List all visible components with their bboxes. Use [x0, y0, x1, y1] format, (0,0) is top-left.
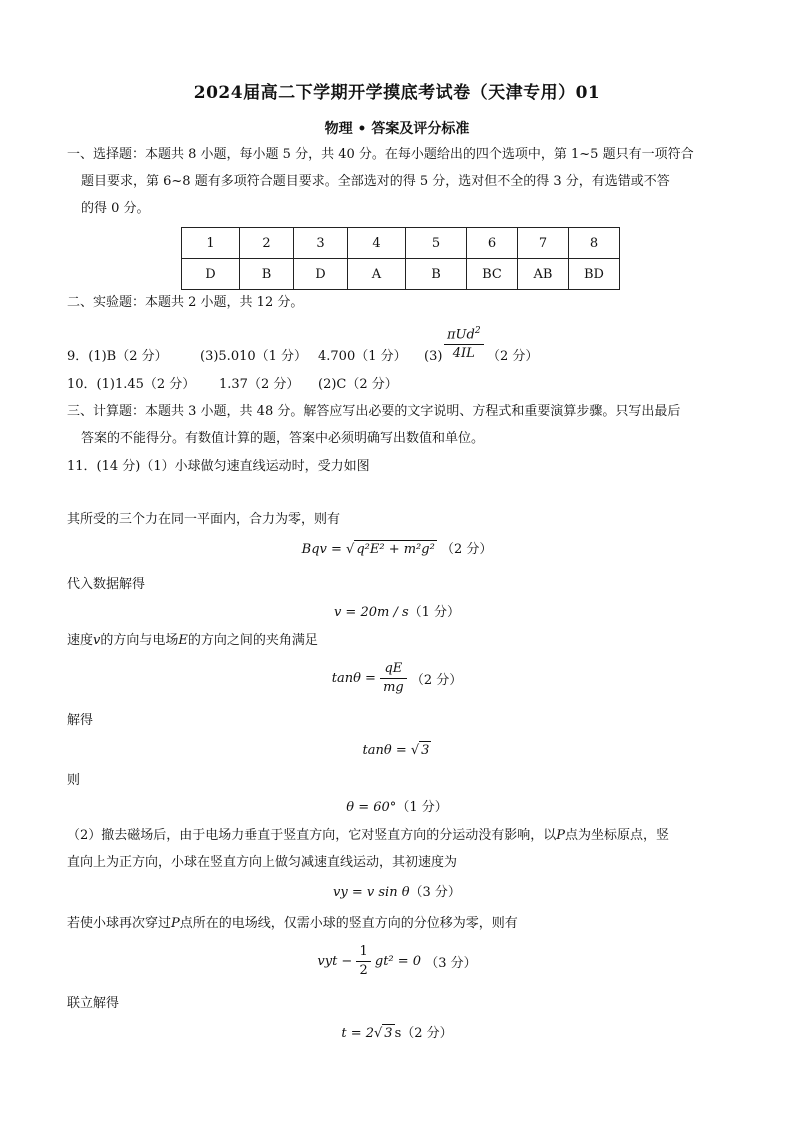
- q11-eq4-lhs: tanθ =: [362, 743, 407, 758]
- table-cell-answer: D: [182, 259, 240, 290]
- q10-part3: (2)C（2 分）: [318, 377, 398, 392]
- q9-frac-denominator: 4IL: [452, 346, 475, 362]
- q11-eq6-expr: vy = v sin θ: [333, 885, 410, 900]
- q11-text3: [67, 631, 318, 651]
- q9-part1: 9．(1)B（2 分）: [67, 349, 168, 364]
- answer-table-number-row: [182, 228, 620, 259]
- q11-eq7-score: （3 分）: [425, 956, 477, 971]
- q11-text4: 解得: [67, 713, 94, 728]
- table-cell-answer: BC: [467, 259, 518, 290]
- q11-eq1-radicand: q²E² + m²g²: [356, 542, 435, 557]
- q11-eq2: [0, 603, 794, 623]
- q11-eq3-score: （2 分）: [410, 673, 463, 688]
- table-cell-number: 7: [518, 228, 569, 259]
- q10-part2: 1.37（2 分）: [219, 377, 300, 392]
- q11-text6: [67, 914, 518, 934]
- q11-text3-e: E: [178, 633, 188, 648]
- section2-heading: 二、实验题：本题共 2 小题，共 12 分。: [67, 295, 304, 310]
- section1-line3: 的得 0 分。: [81, 201, 150, 216]
- table-cell-number: 8: [569, 228, 620, 259]
- q11-eq4-radicand: 3: [421, 743, 430, 758]
- q11-text2: 代入数据解得: [67, 577, 146, 592]
- q11-text3-v: v: [93, 633, 101, 648]
- q11-eq7-numerator: 1: [356, 943, 370, 962]
- section1-line2: 题目要求，第 6~8 题有多项符合题目要求。全部选对的得 5 分，选对但不全的得 3 分，有选错或不答: [81, 174, 670, 189]
- q11-text3-c: 的方向之间的夹角满足: [187, 633, 318, 648]
- q11-eq3-numerator: qE: [380, 660, 407, 679]
- q11-eq7-b: gt² = 0: [374, 954, 422, 969]
- q11-eq8-radicand: 3: [384, 1026, 393, 1041]
- table-cell-answer: AB: [518, 259, 569, 290]
- table-cell-answer: A: [348, 259, 406, 290]
- q11-text6-b: 点所在的电场线，仅需小球的竖直方向的分位移为零，则有: [179, 916, 518, 931]
- table-cell-number: 1: [182, 228, 240, 259]
- q11-text3-b: 的方向与电场: [100, 633, 179, 648]
- q9-part3: 4.700（1 分）: [318, 349, 407, 364]
- q11-eq3: [0, 660, 794, 697]
- q9-part2: (3)5.010（1 分）: [200, 349, 308, 364]
- section1-line1: 一、选择题：本题共 8 小题，每小题 5 分，共 40 分。在每小题给出的四个选项中，第 1~5 题只有一项符合: [67, 147, 694, 162]
- q11-part2-line1: [67, 826, 669, 846]
- table-cell-answer: B: [240, 259, 294, 290]
- table-cell-number: 2: [240, 228, 294, 259]
- sqrt-icon: √: [374, 1026, 383, 1041]
- q11-eq8-score: （2 分）: [401, 1026, 453, 1041]
- q11-intro: 11．(14 分)（1）小球做匀速直线运动时，受力如图: [67, 459, 370, 474]
- q11-eq8-unit: s: [394, 1026, 402, 1041]
- table-cell-number: 4: [348, 228, 406, 259]
- page-subtitle: 物理 • 答案及评分标准: [324, 121, 470, 137]
- table-cell-answer: D: [294, 259, 348, 290]
- q11-eq1-score: （2 分）: [440, 542, 493, 557]
- sqrt-icon: √: [410, 743, 420, 758]
- q9-part4-label: (3): [424, 349, 443, 364]
- page-title: 2024届高二下学期开学摸底考试卷（天津专用）01: [193, 83, 601, 103]
- q11-text5: 则: [67, 773, 81, 788]
- q11-eq5-expr: θ = 60°: [346, 800, 397, 815]
- q11-eq5: [0, 798, 794, 818]
- q11-part2-line1-b: 点为坐标原点，竖: [565, 828, 670, 843]
- q11-eq2-score: （1 分）: [408, 605, 461, 620]
- q11-eq2-expr: v = 20m / s: [333, 605, 409, 620]
- q10-part1: 10．(1)1.45（2 分）: [67, 377, 196, 392]
- answer-table-answer-row: [182, 259, 620, 290]
- sqrt-icon: √: [346, 542, 355, 557]
- q11-eq1: [0, 540, 794, 560]
- table-cell-answer: B: [406, 259, 467, 290]
- q11-part2-line1-p: P: [556, 828, 566, 843]
- q11-eq3-denominator: mg: [383, 680, 404, 695]
- q11-text6-p: P: [171, 916, 180, 931]
- q11-text3-a: 速度: [67, 633, 94, 648]
- q11-eq8-a: t = 2: [341, 1026, 374, 1041]
- table-cell-number: 3: [294, 228, 348, 259]
- section3-line1: 三、计算题：本题共 3 小题，共 48 分。解答应写出必要的文字说明、方程式和重要演算步骤。只写出最后: [67, 404, 681, 419]
- table-cell-answer: BD: [569, 259, 620, 290]
- table-cell-number: 6: [467, 228, 518, 259]
- q11-part2-line1-a: （2）撤去磁场后，由于电场力垂直于竖直方向，它对竖直方向的分运动没有影响，以: [67, 828, 557, 843]
- answer-table: [181, 227, 620, 290]
- q9-frac-numerator-exponent: 2: [474, 326, 481, 336]
- q11-eq4: [0, 741, 794, 761]
- q11-eq7-a: vyt −: [317, 954, 353, 969]
- q9-fraction: [444, 322, 484, 363]
- q11-eq6-score: （3 分）: [409, 885, 461, 900]
- q11-text7: 联立解得: [67, 996, 120, 1011]
- table-cell-number: 5: [406, 228, 467, 259]
- q11-eq7-denominator: 2: [359, 963, 368, 978]
- q11-eq8: [0, 1024, 794, 1044]
- q11-eq5-score: （1 分）: [396, 800, 448, 815]
- q9-score: （2 分）: [487, 349, 539, 364]
- q11-eq6: [0, 883, 794, 903]
- q11-eq1-lhs: Bqv =: [301, 542, 342, 557]
- q11-text1: 其所受的三个力在同一平面内，合力为零，则有: [67, 512, 341, 527]
- section3-line2: 答案的不能得分。有数值计算的题，答案中必须明确写出数值和单位。: [81, 431, 485, 446]
- q11-eq7: [0, 943, 794, 980]
- q11-part2-line2: 直向上为正方向，小球在竖直方向上做匀减速直线运动，其初速度为: [67, 855, 458, 870]
- q11-text6-a: 若使小球再次穿过: [67, 916, 172, 931]
- q11-eq3-lhs: tanθ =: [331, 671, 376, 686]
- q9-frac-numerator: πUd: [447, 327, 475, 343]
